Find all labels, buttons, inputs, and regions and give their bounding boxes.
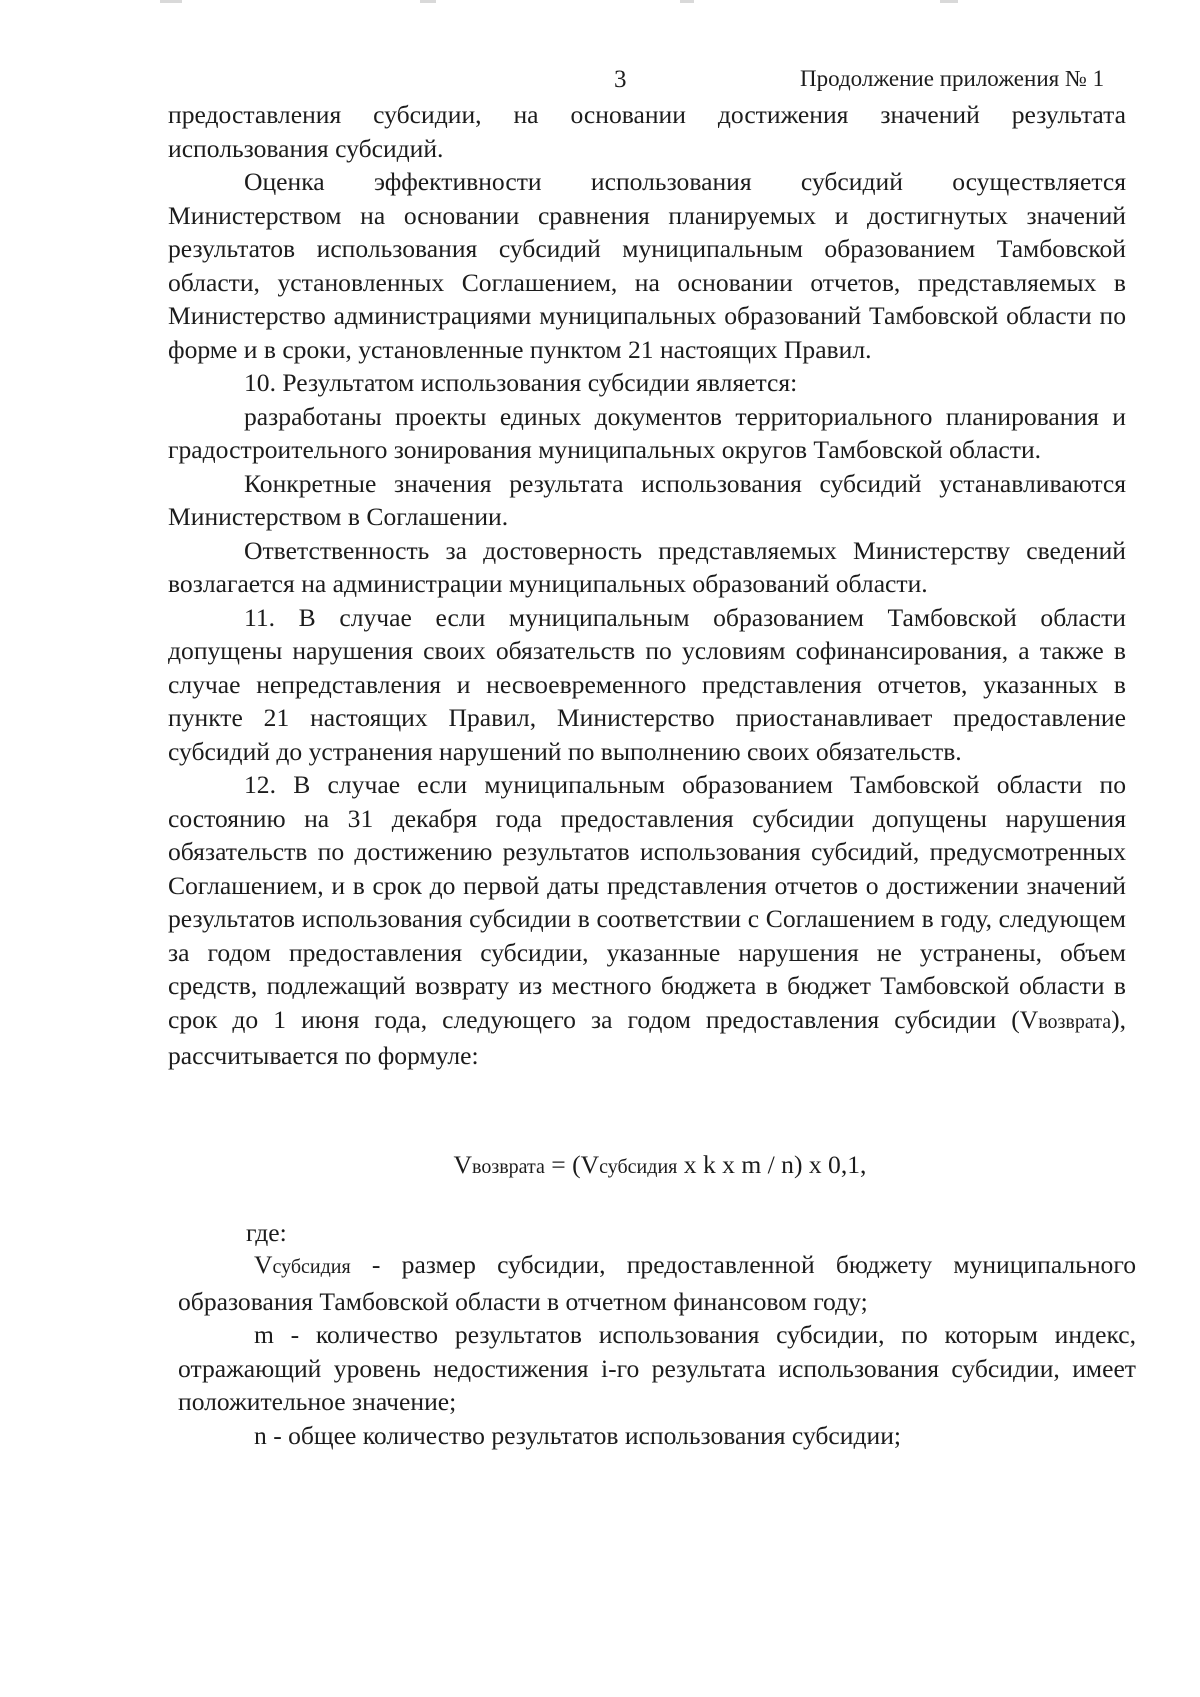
definition-m: m - количество результатов использования субсидии, по которым индекс, отражающий уровень недостижения i-го результата использования субсидии, имеет положительное значение; bbox=[178, 1320, 1136, 1416]
formula-sub-return: возврата bbox=[472, 1156, 545, 1178]
definition-n: n - общее количество результатов использования субсидии; bbox=[254, 1420, 902, 1450]
page-number: 3 bbox=[614, 66, 627, 93]
formula-eq: = (V bbox=[544, 1150, 600, 1179]
paragraph-result: разработаны проекты единых документов территориального планирования и градостроительного зонирования муниципальных округов Тамбовской области. bbox=[168, 401, 1126, 464]
scan-artifact bbox=[680, 0, 694, 3]
return-formula bbox=[0, 1150, 1200, 1180]
paragraph-evaluation: Оценка эффективности использования субсидий осуществляется Министерством на основании сравнения планируемых и достигнутых значений результатов использования субсидий муниципальным образованием Тамбовской области, установленных Соглашением, на основании отчетов, представляемых в Министерство администрациями муниципальных образований Тамбовской области по форме и в сроки, установленные пунктом 21 настоящих Правил. bbox=[168, 167, 1126, 364]
item-12-subscript: возврата bbox=[1038, 1010, 1112, 1033]
paragraph-values: Конкретные значения результата использования субсидий устанавливаются Министерством в Соглашении. bbox=[168, 468, 1126, 531]
scan-artifact bbox=[420, 0, 436, 3]
definitions bbox=[178, 1248, 1136, 1452]
def-v-text: - размер субсидии, предоставленной бюджету муниципального образования Тамбовской области в отчетном финансовом году; bbox=[178, 1250, 1136, 1316]
appendix-note: Продолжение приложения № 1 bbox=[800, 66, 1105, 91]
paragraph-item-11: 11. В случае если муниципальным образованием Тамбовской области допущены нарушения своих обязательств по условиям софинансирования, а также в случае непредставления и несвоевременного представления отчетов, указанных в пункте 21 настоящих Правил, Министерство приостанавливает предоставление субсидий до устранения нарушений по выполнению своих обязательств. bbox=[168, 602, 1126, 766]
def-v: V bbox=[254, 1250, 273, 1279]
def-v-sub: субсидия bbox=[272, 1256, 351, 1278]
paragraph-continuation: предоставления субсидии, на основании достижения значений результата использования субсидий. bbox=[168, 100, 1126, 163]
scan-artifact bbox=[940, 0, 958, 3]
formula-sub-subsidy: субсидия bbox=[599, 1156, 678, 1178]
body-text bbox=[168, 98, 1126, 1073]
paragraph-item-10: 10. Результатом использования субсидии является: bbox=[244, 368, 798, 397]
item-12-text: 12. В случае если муниципальным образованием Тамбовской области по состоянию на 31 декабря года предоставления субсидии допущены нарушения обязательств по достижению результатов использования субсидий, предусмотренных Соглашением, и в срок до первой даты представления отчетов о достижении значений результатов использования субсидии в соответствии с Соглашением в году, следующем за годом предоставления субсидии, указанные нарушения не устранены, объем средств, подлежащий возврату из местного бюджета в бюджет Тамбовской области в срок до 1 июня года, следующего за годом предоставления субсидии (V bbox=[168, 770, 1126, 1034]
scan-artifact bbox=[160, 0, 182, 3]
paragraph-item-12 bbox=[168, 768, 1126, 1073]
formula-rest: x k x m / n) x 0,1, bbox=[677, 1150, 867, 1179]
where-label: где: bbox=[246, 1218, 287, 1247]
item-12-tail: ), рассчитывается по формуле: bbox=[168, 1004, 1126, 1070]
formula-v: V bbox=[453, 1150, 473, 1179]
paragraph-responsibility: Ответственность за достоверность представляемых Министерству сведений возлагается на администрации муниципальных образований области. bbox=[168, 535, 1126, 598]
definition-v-subsidy bbox=[178, 1248, 1136, 1318]
